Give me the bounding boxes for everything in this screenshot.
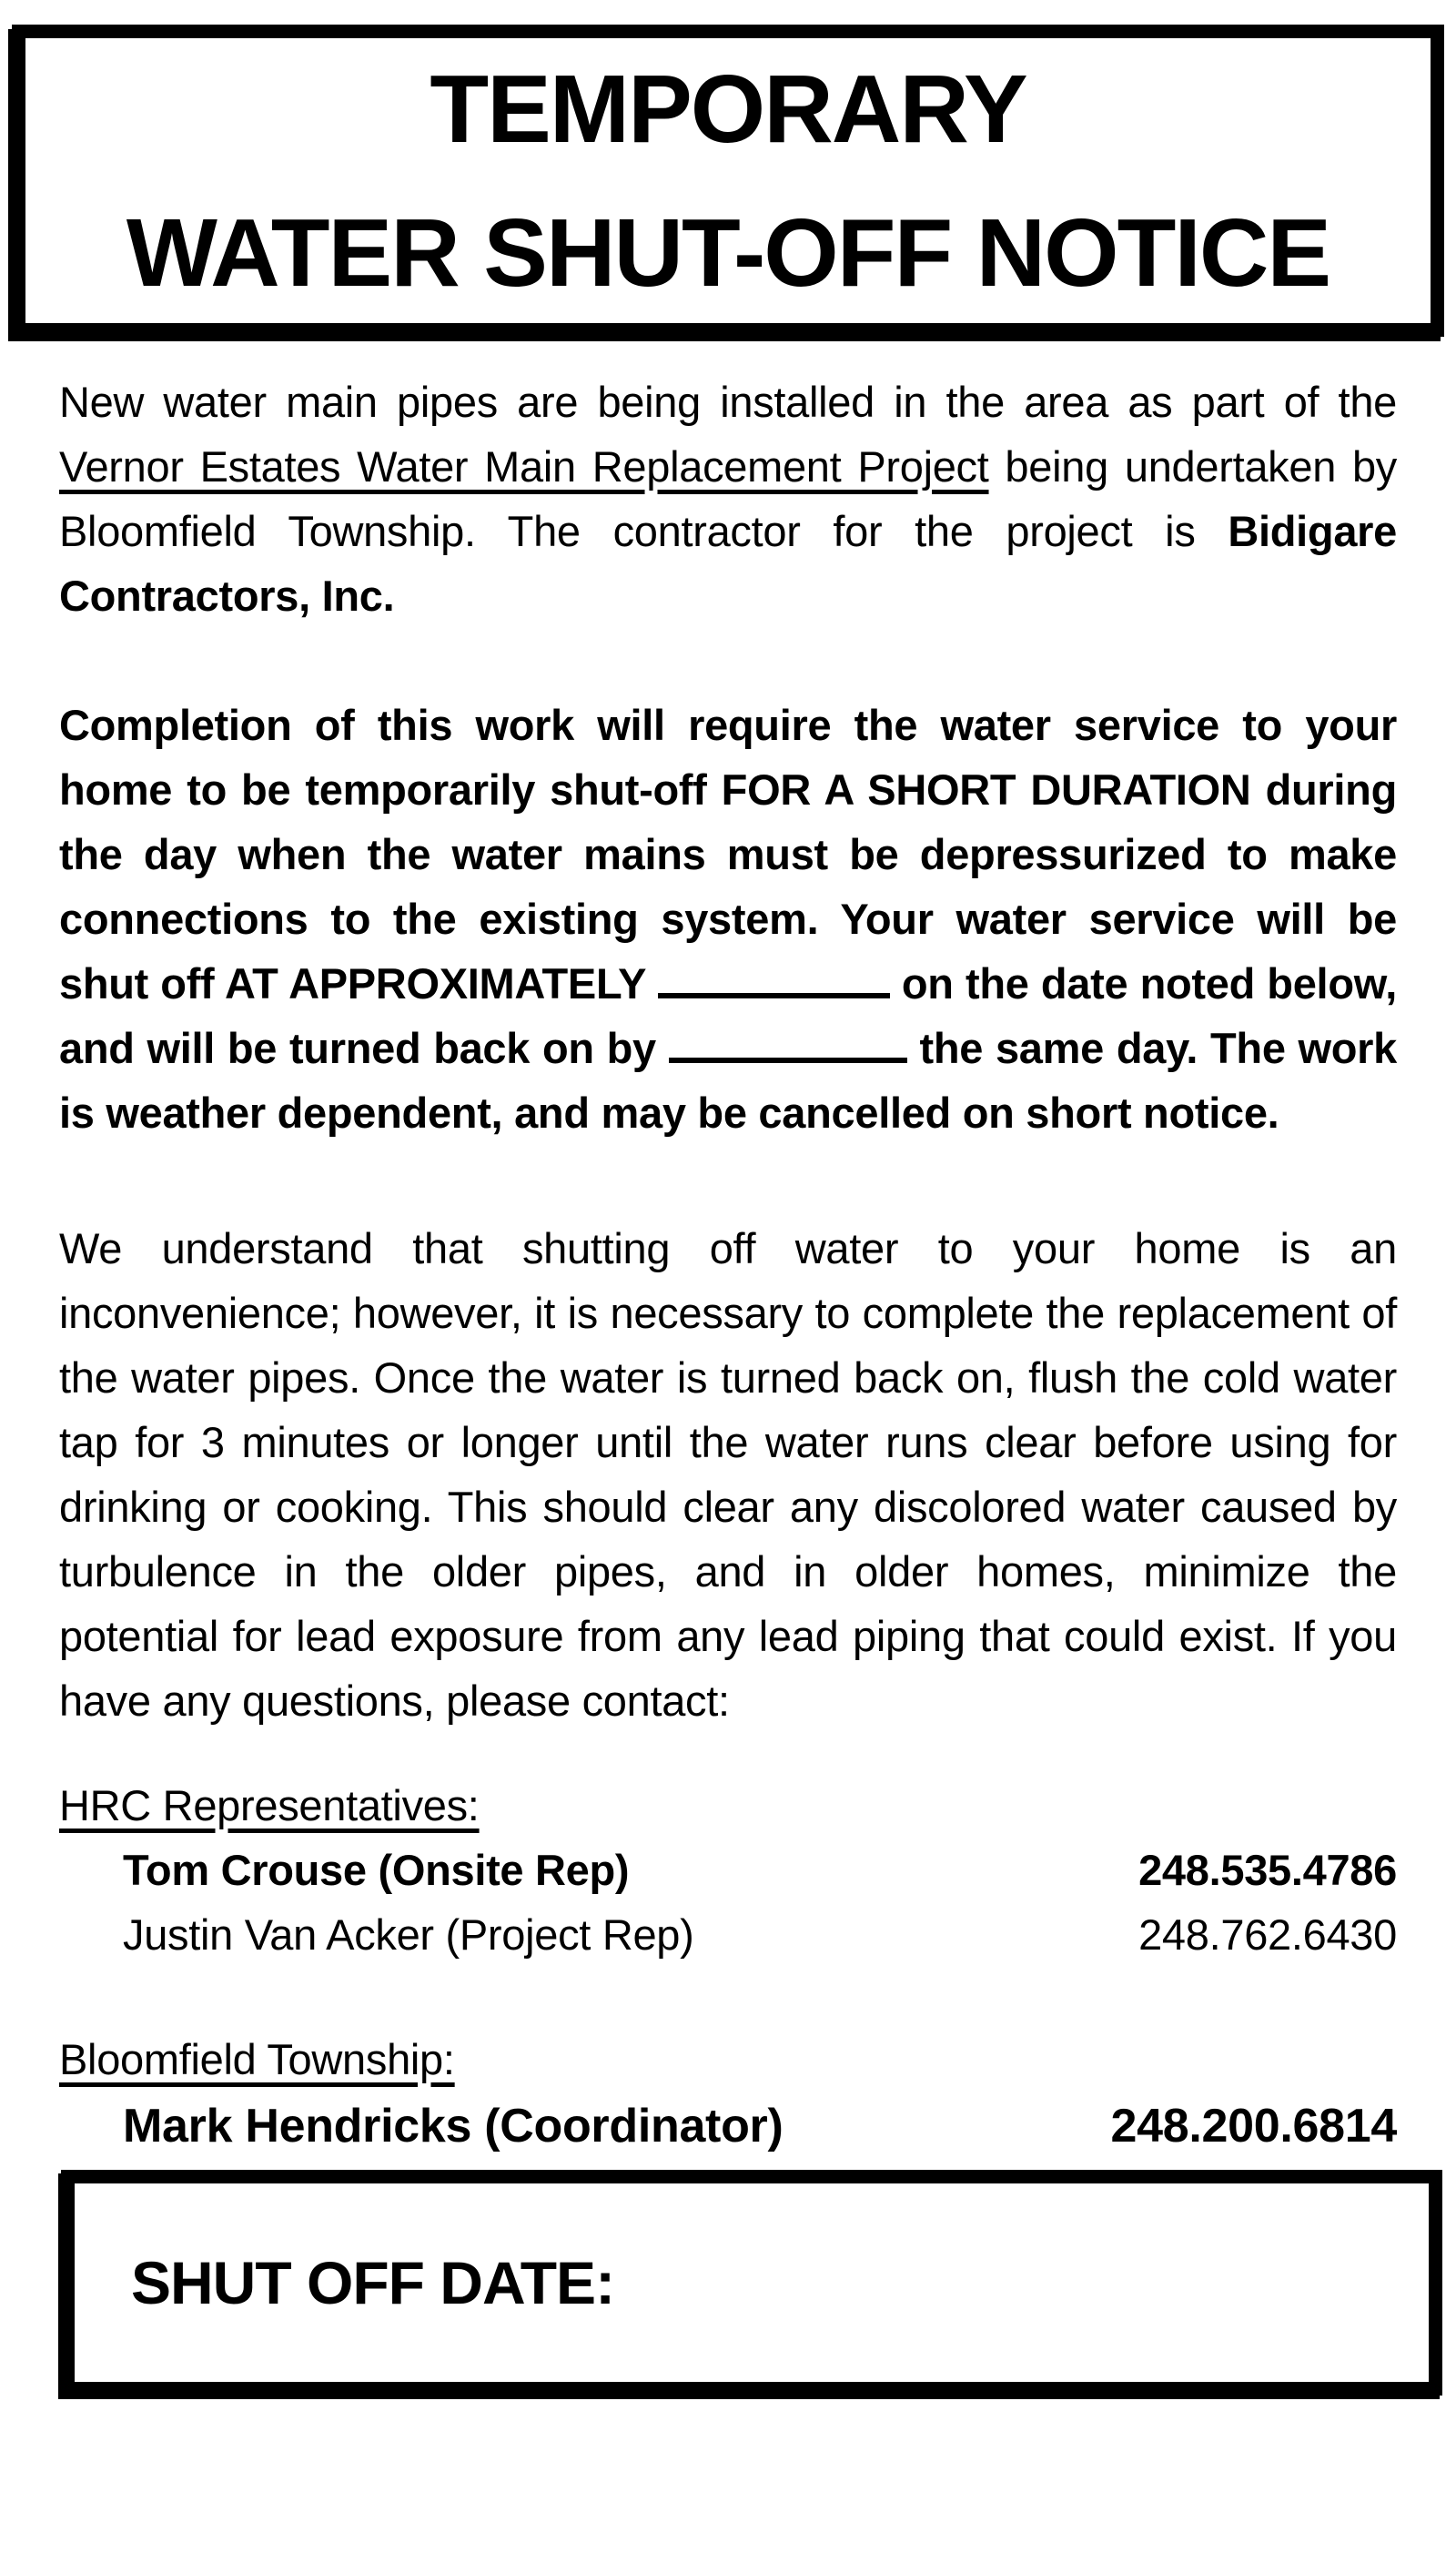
contact-row-justin-van-acker [59,1902,1397,1967]
notice-title-line-1: TEMPORARY [430,55,1026,163]
contact-name: Tom Crouse (Onsite Rep) [123,1846,630,1894]
contact-row-tom-crouse [59,1838,1397,1902]
shutoff-text-end: the same day. The work is weather dependent, and may be cancelled on short notice. [59,1024,1397,1137]
shutoff-text-start: Completion of this work will require the water service to your home to be temporarily shut-off FOR A SHORT DURATION during the day when the water mains must be depressurized to make connections to the existing system. Your water service will be shut off AT APPROXIMATELY [59,701,1397,1008]
bloomfield-township-heading [59,2027,1397,2092]
notice-body [59,370,1397,2161]
contacts-section [59,1773,1397,2161]
contractor-name-bold: Bidigare Contractors, Inc. [59,507,1397,620]
bloomfield-township-heading-text: Bloomfield Township: [59,2035,455,2083]
hrc-representatives-heading [59,1773,1397,1838]
intro-text-start: New water main pipes are being installed in the area as part of the [59,378,1397,426]
turn-on-time-blank-2 [669,1047,907,1063]
contact-phone: 248.200.6814 [1110,2100,1397,2153]
hrc-representatives-heading-text: HRC Representatives: [59,1781,480,1829]
contact-name: Mark Hendricks (Coordinator) [123,2100,784,2153]
intro-text-middle: being undertaken by Bloomfield Township. The contractor for the project is [59,442,1397,555]
contact-row-mark-hendricks [59,2092,1397,2161]
shut-off-date-label: SHUT OFF DATE: [131,2249,615,2316]
intro-paragraph [59,370,1397,628]
contact-phone: 248.762.6430 [1138,1910,1397,1959]
shutoff-time-blank-1 [658,982,890,998]
contact-phone: 248.535.4786 [1138,1846,1397,1894]
info-paragraph: We understand that shutting off water to your home is an inconvenience; however, it is necessary to complete the replacement of the water pipes. Once the water is turned back on, flush the cold water tap for 3 minutes or longer until the water runs clear before using for drinking or cooking. This should clear any discolored water caused by turbulence in the older pipes, and in older homes, minimize the potential for lead exposure from any lead piping that could exist. If you have any questions, please contact: [59,1224,1397,1725]
notice-title-line-2: WATER SHUT-OFF NOTICE [126,198,1330,307]
shut-off-date-box [61,2170,1442,2396]
shutoff-text-middle: on the date noted below, and will be turned back on by [59,959,1397,1072]
notice-title-box [12,25,1444,337]
shutoff-paragraph [59,693,1397,1145]
project-name-underlined: Vernor Estates Water Main Replacement Project [59,442,989,491]
contact-name: Justin Van Acker (Project Rep) [123,1910,694,1959]
